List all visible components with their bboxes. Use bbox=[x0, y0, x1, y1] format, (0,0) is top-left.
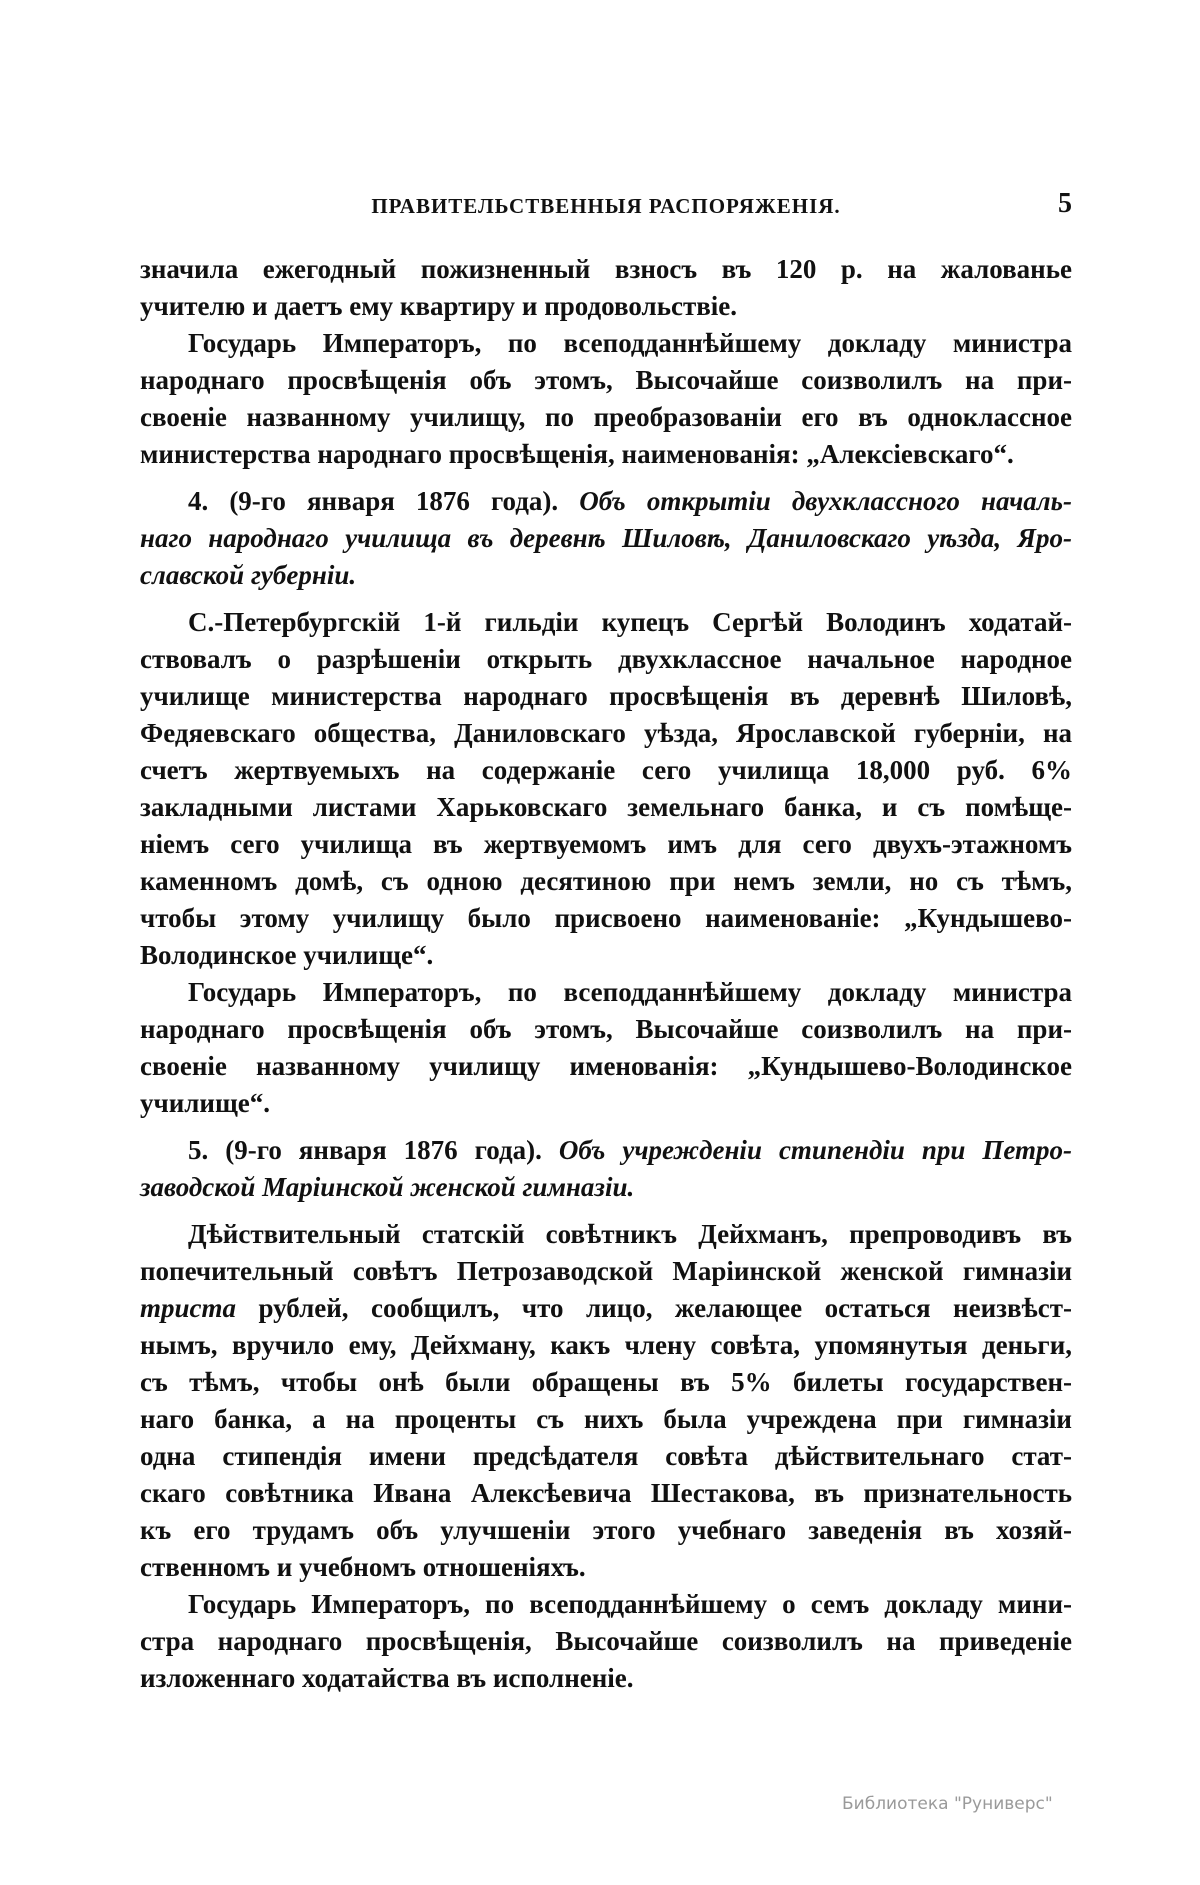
text-run: народнаго просвѣщенія объ этомъ, Высочайше соизволилъ на при- bbox=[140, 365, 1072, 395]
text-line bbox=[140, 1011, 1072, 1048]
text-run: Государь Императоръ, по всеподданнѣйшему докладу министра bbox=[188, 977, 1072, 1007]
text-line bbox=[140, 1660, 1072, 1697]
text-line bbox=[140, 520, 1072, 557]
text-run: скаго совѣтника Ивана Алексѣевича Шестакова, въ признательность bbox=[140, 1478, 1072, 1508]
text-line bbox=[140, 557, 1072, 594]
section-heading-paragraph bbox=[140, 1132, 1072, 1206]
text-line bbox=[140, 900, 1072, 937]
text-run: къ его трудамъ объ улучшеніи этого учебнаго заведенія въ хозяй- bbox=[140, 1515, 1072, 1545]
text-line bbox=[140, 1512, 1072, 1549]
paragraph bbox=[140, 251, 1072, 325]
text-line bbox=[140, 863, 1072, 900]
text-run: чтобы этому училищу было присвоено наименованіе: „Кундышево- bbox=[140, 903, 1072, 933]
text-run: попечительный совѣтъ Петрозаводской Маріинской женской гимназіи bbox=[140, 1256, 1072, 1286]
text-line bbox=[140, 974, 1072, 1011]
text-line bbox=[140, 362, 1072, 399]
text-line bbox=[140, 325, 1072, 362]
text-line bbox=[140, 288, 1072, 325]
paragraph bbox=[140, 1586, 1072, 1697]
text-run: нымъ, вручило ему, Дейхману, какъ члену совѣта, упомянутыя деньги, bbox=[140, 1330, 1072, 1360]
text-run: съ тѣмъ, чтобы онѣ были обращены въ 5% билеты государствен- bbox=[140, 1367, 1072, 1397]
text-line bbox=[140, 789, 1072, 826]
text-run: рублей, сообщилъ, что лицо, желающее остаться неизвѣст- bbox=[236, 1293, 1072, 1323]
text-run: министерства народнаго просвѣщенія, наименованія: „Алексіевскаго“. bbox=[140, 439, 1014, 469]
text-line bbox=[140, 1085, 1072, 1122]
text-line bbox=[140, 399, 1072, 436]
text-line bbox=[140, 937, 1072, 974]
text-line bbox=[140, 1132, 1072, 1169]
text-line bbox=[140, 1586, 1072, 1623]
text-run: своеніе названному училищу, по преобразованіи его въ одноклассное bbox=[140, 402, 1072, 432]
italic-text: заводской Маріинской женской гимназіи. bbox=[140, 1172, 635, 1202]
page-body-text bbox=[140, 251, 1072, 1697]
italic-text: славской губерніи. bbox=[140, 560, 357, 590]
paragraph bbox=[140, 974, 1072, 1122]
text-run: Федяевскаго общества, Даниловскаго уѣзда, Ярославской губерніи, на bbox=[140, 718, 1072, 748]
text-line bbox=[140, 1290, 1072, 1327]
text-line bbox=[140, 483, 1072, 520]
text-line bbox=[140, 1549, 1072, 1586]
running-header bbox=[140, 188, 1072, 222]
paragraph bbox=[140, 604, 1072, 974]
text-run: ственномъ и учебномъ отношеніяхъ. bbox=[140, 1552, 586, 1582]
text-run: училище“. bbox=[140, 1088, 271, 1118]
text-line bbox=[140, 1253, 1072, 1290]
text-line bbox=[140, 1401, 1072, 1438]
text-run: одна стипендія имени предсѣдателя совѣта дѣйствительнаго стат- bbox=[140, 1441, 1072, 1471]
text-line bbox=[140, 1475, 1072, 1512]
text-run: ніемъ сего училища въ жертвуемомъ имъ для сего двухъ-этажномъ bbox=[140, 829, 1072, 859]
text-run: училище министерства народнаго просвѣщенія въ деревнѣ Шиловѣ, bbox=[140, 681, 1072, 711]
text-run: наго банка, а на проценты съ нихъ была учреждена при гимназіи bbox=[140, 1404, 1072, 1434]
text-line bbox=[140, 1438, 1072, 1475]
library-watermark: Библиотека "Руниверс" bbox=[842, 1794, 1053, 1814]
text-run: народнаго просвѣщенія объ этомъ, Высочайше соизволилъ на при- bbox=[140, 1014, 1072, 1044]
text-line bbox=[140, 641, 1072, 678]
text-run: каменномъ домѣ, съ одною десятиною при немъ земли, но съ тѣмъ, bbox=[140, 866, 1072, 896]
text-run: Володинское училище“. bbox=[140, 940, 434, 970]
text-run: 5. (9-го января 1876 года). bbox=[188, 1135, 559, 1165]
text-run: закладными листами Харьковскаго земельнаго банка, и съ помѣще- bbox=[140, 792, 1072, 822]
text-line bbox=[140, 604, 1072, 641]
page-number: 5 bbox=[1058, 188, 1072, 219]
italic-text: триста bbox=[140, 1293, 237, 1323]
italic-text: Объ учрежденіи стипендіи при Петро- bbox=[558, 1135, 1072, 1165]
text-run: 4. (9-го января 1876 года). bbox=[188, 486, 580, 516]
text-line bbox=[140, 715, 1072, 752]
text-line bbox=[140, 1048, 1072, 1085]
text-run: Государь Императоръ, по всеподданнѣйшему докладу министра bbox=[188, 328, 1072, 358]
text-run: стра народнаго просвѣщенія, Высочайше соизволилъ на приведеніе bbox=[140, 1626, 1072, 1656]
text-run: изложеннаго ходатайства въ исполненіе. bbox=[140, 1663, 634, 1693]
running-title: ПРАВИТЕЛЬСТВЕННЫЯ РАСПОРЯЖЕНІЯ. bbox=[371, 194, 841, 218]
text-run: С.-Петербургскій 1-й гильдіи купецъ Сергѣй Володинъ ходатай- bbox=[188, 607, 1072, 637]
italic-text: наго народнаго училища въ деревнѣ Шиловѣ, Даниловскаго уѣзда, Яро- bbox=[140, 523, 1072, 553]
text-line bbox=[140, 1216, 1072, 1253]
text-run: Государь Императоръ, по всеподданнѣйшему о семъ докладу мини- bbox=[188, 1589, 1072, 1619]
text-line bbox=[140, 826, 1072, 863]
text-line bbox=[140, 678, 1072, 715]
text-line bbox=[140, 436, 1072, 473]
paragraph bbox=[140, 325, 1072, 473]
text-run: ствовалъ о разрѣшеніи открыть двухклассное начальное народное bbox=[140, 644, 1072, 674]
text-line bbox=[140, 1623, 1072, 1660]
paragraph bbox=[140, 1216, 1072, 1586]
text-line bbox=[140, 251, 1072, 288]
section-heading-paragraph bbox=[140, 483, 1072, 594]
text-line bbox=[140, 752, 1072, 789]
text-run: Дѣйствительный статскій совѣтникъ Дейхманъ, препроводивъ въ bbox=[188, 1219, 1072, 1249]
text-run: счетъ жертвуемыхъ на содержаніе сего училища 18,000 руб. 6% bbox=[140, 755, 1072, 785]
italic-text: Объ открытіи двухклассного началь- bbox=[579, 486, 1072, 516]
text-line bbox=[140, 1364, 1072, 1401]
text-run: значила ежегодный пожизненный взносъ въ 120 р. на жалованье bbox=[140, 254, 1072, 284]
text-run: своеніе названному училищу именованія: „Кундышево-Володинское bbox=[140, 1051, 1072, 1081]
text-line bbox=[140, 1169, 1072, 1206]
text-run: учителю и даетъ ему квартиру и продовольствіе. bbox=[140, 291, 738, 321]
text-line bbox=[140, 1327, 1072, 1364]
